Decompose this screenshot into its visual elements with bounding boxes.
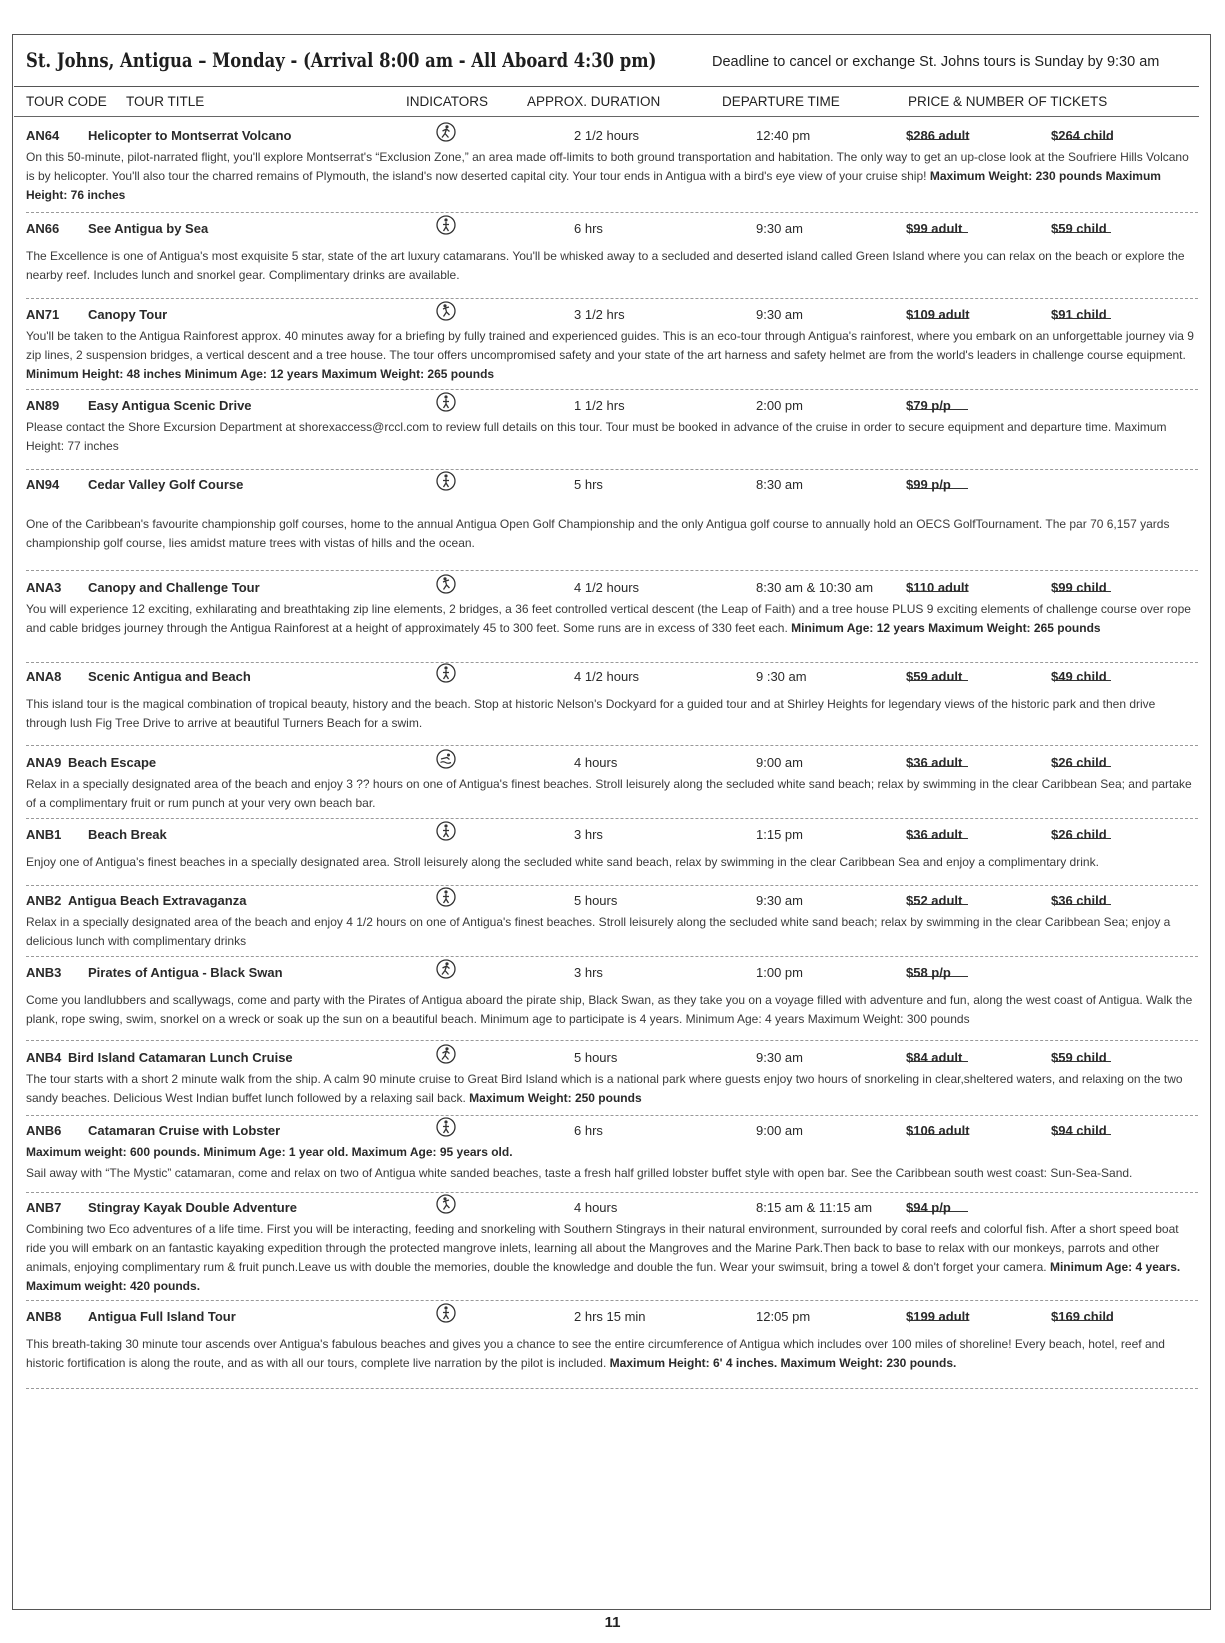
page-header [14,44,1199,84]
active-hiker-icon [436,1044,456,1064]
tour-title: Catamaran Cruise with Lobster [88,1123,281,1138]
adult-ticket-count-field[interactable] [908,893,968,905]
tour-description: Relax in a specially designated area of the beach and enjoy 3 ?? hours on one of Antigua's finest beaches. Stroll leisurely along the secluded white sand beach; relax by swimming in the clear Caribbean Sea; and partake of a complimentary fruit or rum punch at your very own beach bar. [26,777,1192,810]
tour-code: ANB4 [26,1050,62,1065]
tour-title: Canopy and Challenge Tour [88,580,260,595]
adult-ticket-count-field[interactable] [908,398,968,410]
tour-code: ANB6 [26,1123,62,1138]
tour-code: ANB2 [26,893,62,908]
tour-departure: 12:40 pm [756,128,811,143]
header-rule [14,86,1199,87]
child-price-label: $264 child [1051,128,1114,143]
active-hiker-icon [436,122,456,142]
child-ticket-count-field[interactable] [1053,669,1111,681]
adult-ticket-count-field[interactable] [908,1050,968,1062]
col-tour-code: TOUR CODE [26,94,107,109]
tour-description: Combining two Eco adventures of a life time. First you will be interacting, feeding and snorkeling with Southern Stingrays in their natural environment, surrounded by coral reefs and colorful fish. After a short speed boat ride you will embark on an fantastic kayaking expedition through the protected mangrove inlets, learning all about the Mangroves and the Marine Park.Then back to base to relax with our monkeys, parrots and other animals, enjoying complimentary rum & fruit punch.Leave us with double the memories, double the knowledge and double the fun. Wear your swimsuit, bring a towel & don't forget your camera. Minimum Age: 4 years. Maximum weight: 420 pounds. [26,1222,1181,1293]
tour-title: Pirates of Antigua - Black Swan [88,965,283,980]
tour-description: The Excellence is one of Antigua's most exquisite 5 star, state of the art luxury catamarans. You'll be whisked away to a secluded and deserted island called Green Island where you can relax on the beach or explore the nearby reef. Includes lunch and snorkel gear. Complimentary drinks are available. [26,249,1185,282]
tour-note: Maximum Weight: 250 pounds [469,1091,642,1105]
tour-description: Please contact the Shore Excursion Department at shorexaccess@rccl.com to review full details on this tour. Tour must be booked in advance of the cruise in order to secure equipment and departure time. Maximum Height: 77 inches [26,420,1167,453]
adult-ticket-count-field[interactable] [908,221,968,233]
tour-separator [26,885,1198,886]
tour-restrictions: Maximum weight: 600 pounds. Minimum Age: 1 year old. Maximum Age: 95 years old. [26,1145,513,1159]
tour-separator [26,1115,1198,1116]
child-ticket-count-field[interactable] [1053,307,1111,319]
tour-description: You will experience 12 exciting, exhilarating and breathtaking zip line elements, 2 bridges, a 36 feet controlled vertical descent (the Leap of Faith) and a tree house PLUS 9 exciting elements of challenge course over rope and cable bridges journey through the Antigua Rainforest at a height of approximately 45 to 300 feet. Some runs are in excess of 330 feet each. Minimum Age: 12 years Maximum Weight: 265 pounds [26,602,1191,635]
adult-price-label: $99 p/p [906,477,951,492]
child-price-label: $94 child [1051,1123,1107,1138]
adult-price-label: $52 adult [906,893,963,908]
tour-note: Maximum Height: 6' 4 inches. Maximum Weight: 230 pounds. [609,1356,957,1370]
easy-walker-icon [436,471,456,491]
tour-entry [26,221,1198,285]
adult-ticket-count-field[interactable] [908,1309,968,1321]
tour-row [26,221,1198,239]
tour-row [26,580,1198,598]
tour-row [26,128,1198,146]
tour-separator [26,1300,1198,1301]
tour-departure: 8:15 am & 11:15 am [756,1200,873,1215]
tour-separator [26,389,1198,390]
tour-title: Helicopter to Montserrat Volcano [88,128,292,143]
adult-ticket-count-field[interactable] [908,1200,968,1212]
tour-code: AN66 [26,221,60,236]
child-price-label: $99 child [1051,580,1107,595]
adult-price-label: $79 p/p [906,398,951,413]
adult-price-label: $59 adult [906,669,963,684]
adult-price-label: $199 adult [906,1309,970,1324]
tour-duration: 4 hours [574,1200,618,1215]
child-price-label: $59 child [1051,221,1107,236]
tour-title: Beach Break [88,827,167,842]
tour-entry [26,307,1198,384]
tour-departure: 9:30 am [756,307,803,322]
tour-code: ANA9 [26,755,62,770]
tour-duration: 5 hours [574,1050,618,1065]
tour-title: Antigua Beach Extravaganza [68,893,247,908]
adult-price-label: $36 adult [906,827,963,842]
tour-separator [26,956,1198,957]
tour-entry [26,827,1198,872]
adult-price-label: $84 adult [906,1050,963,1065]
tour-row [26,893,1198,911]
tour-note: Minimum Age: 4 years. Maximum weight: 420 pounds. [26,1260,1181,1293]
tour-code: AN94 [26,477,60,492]
tour-title: Stingray Kayak Double Adventure [88,1200,298,1215]
tour-separator [26,818,1198,819]
tour-entry [26,1200,1198,1296]
tour-departure: 9:00 am [756,755,803,770]
tour-description: One of the Caribbean's favourite championship golf courses, home to the annual Antigua Open Golf Championship and the only Antigua golf course to annually hold an OECS GolfTournament. The par 70 6,157 yards championship golf course, lies amidst mature trees with vistas of hills and the ocean. [26,517,1170,550]
tour-code: AN71 [26,307,60,322]
tour-note: Minimum Age: 12 years Maximum Weight: 265 pounds [791,621,1101,635]
strenuous-climber-icon [436,574,456,594]
tour-row [26,398,1198,416]
adult-price-label: $58 p/p [906,965,951,980]
tour-title: Beach Escape [68,755,157,770]
tour-title: Scenic Antigua and Beach [88,669,251,684]
child-price-label: $26 child [1051,755,1107,770]
page-number: 11 [604,1614,621,1631]
adult-ticket-count-field[interactable] [908,755,968,767]
tour-row [26,1309,1198,1327]
tour-duration: 4 hours [574,755,618,770]
tour-departure: 9 :30 am [756,669,807,684]
adult-price-label: $109 adult [906,307,970,322]
child-ticket-count-field[interactable] [1053,755,1111,767]
tour-code: ANA3 [26,580,62,595]
tour-entry [26,965,1198,1029]
adult-ticket-count-field[interactable] [908,827,968,839]
tour-duration: 3 hrs [574,827,603,842]
tour-separator [26,298,1198,299]
tour-duration: 5 hrs [574,477,603,492]
tour-description: This breath-taking 30 minute tour ascends over Antigua's fabulous beaches and gives you a chance to see the entire circumference of Antigua which includes over 100 miles of shoreline! Every beach, hotel, reef and historic fortification is along the route, and as with all our tours, complete live narration by the pilot is included. Maximum Height: 6' 4 inches. Maximum Weight: 230 pounds. [26,1337,1165,1370]
tour-separator [26,745,1198,746]
child-ticket-count-field[interactable] [1053,1050,1111,1062]
child-ticket-count-field[interactable] [1053,893,1111,905]
tour-departure: 9:00 am [756,1123,803,1138]
tour-departure: 9:30 am [756,221,803,236]
easy-walker-icon [436,215,456,235]
tour-entry [26,580,1198,638]
swimmer-icon [436,749,456,769]
tour-description: You'll be taken to the Antigua Rainforest approx. 40 minutes away for a briefing by fully trained and experienced guides. This is an eco-tour through Antigua's rainforest, where you embark on an unforgettable journey via 9 zip lines, 2 suspension bridges, a vertical descent and a tree house. The tour offers uncompromised safety and your state of the art harness and safety helmet are from the world's leaders in challenge course equipment. Minimum Height: 48 inches Minimum Age: 12 years Maximum Weight: 265 pounds [26,329,1194,381]
adult-price-label: $99 adult [906,221,963,236]
tour-code: ANB8 [26,1309,62,1324]
tour-entry [26,477,1198,553]
adult-ticket-count-field[interactable] [908,1123,968,1135]
tour-departure: 9:30 am [756,893,803,908]
easy-walker-icon [436,821,456,841]
tour-description: Relax in a specially designated area of the beach and enjoy 4 1/2 hours on one of Antigua's finest beaches. Stroll leisurely along the secluded white sand beach; relax by swimming in the clear Caribbean Sea; enjoy a delicious lunch with complimentary drinks [26,915,1171,948]
easy-walker-icon [436,887,456,907]
tour-row [26,827,1198,845]
tour-title: Canopy Tour [88,307,168,322]
tour-separator [26,662,1198,663]
easy-walker-icon [436,1117,456,1137]
child-price-label: $59 child [1051,1050,1107,1065]
tour-duration: 5 hours [574,893,618,908]
tour-title: Antigua Full Island Tour [88,1309,236,1324]
tour-duration: 1 1/2 hrs [574,398,625,413]
tour-separator [26,570,1198,571]
col-duration: APPROX. DURATION [527,94,661,109]
tour-description: Come you landlubbers and scallywags, come and party with the Pirates of Antigua aboard the pirate ship, Black Swan, as they take you on a voyage filled with adventure and fun, along the west coast of Antigua. Walk the plank, rope swing, swim, snorkel on a wreck or soak up the sun on a beautiful beach. Minimum age to participate is 4 years. Minimum Age: 4 years Maximum Weight: 300 pounds [26,993,1193,1026]
tour-title: Bird Island Catamaran Lunch Cruise [68,1050,293,1065]
adult-price-label: $106 adult [906,1123,970,1138]
child-price-label: $91 child [1051,307,1107,322]
tour-note: Minimum Height: 48 inches Minimum Age: 12 years Maximum Weight: 265 pounds [26,367,495,381]
tour-code: ANB1 [26,827,62,842]
tour-duration: 4 1/2 hours [574,669,640,684]
tour-row [26,1123,1198,1141]
adult-ticket-count-field[interactable] [908,307,968,319]
adult-price-label: $36 adult [906,755,963,770]
tour-description: This island tour is the magical combination of tropical beauty, history and the beach. Stop at historic Nelson's Dockyard for a guided tour and at Shirley Heights for legendary views of the historic park and then drive through lush Fig Tree Drive to arrive at beautiful Turners Beach for a swim. [26,697,1156,730]
tour-entry [26,1123,1198,1183]
tour-duration: 3 1/2 hrs [574,307,625,322]
tour-description: The tour starts with a short 2 minute walk from the ship. A calm 90 minute cruise to Great Bird Island which is a national park where guests enjoy two hours of snorkeling in clear,sheltered waters, and relaxing on the two sandy beaches. Delicious West Indian buffet lunch followed by a relaxing sail back. Maximum Weight: 250 pounds [26,1072,1183,1105]
tour-title: See Antigua by Sea [88,221,209,236]
tour-entry [26,669,1198,733]
tour-separator [26,212,1198,213]
tour-code: ANA8 [26,669,62,684]
adult-price-label: $110 adult [906,580,969,595]
tour-departure: 8:30 am [756,477,803,492]
tour-row [26,669,1198,687]
child-price-label: $169 child [1051,1309,1114,1324]
child-ticket-count-field[interactable] [1053,827,1111,839]
tour-separator [26,469,1198,470]
tour-code: ANB7 [26,1200,62,1215]
tour-description: Enjoy one of Antigua's finest beaches in a specially designated area. Stroll leisurely along the secluded white sand beach, relax by swimming in the clear Caribbean Sea and enjoy a complimentary drink. [26,855,1099,869]
tour-row [26,755,1198,773]
tour-duration: 4 1/2 hours [574,580,640,595]
easy-walker-icon [436,392,456,412]
tour-departure: 1:15 pm [756,827,803,842]
tour-departure: 2:00 pm [756,398,803,413]
child-price-label: $49 child [1051,669,1107,684]
tour-duration: 6 hrs [574,1123,603,1138]
tour-row [26,1200,1198,1218]
tour-title: Easy Antigua Scenic Drive [88,398,252,413]
easy-walker-icon [436,1303,456,1323]
tour-row [26,965,1198,983]
cancel-deadline: Deadline to cancel or exchange St. Johns tours is Sunday by 9:30 am [712,54,1160,70]
tour-entry [26,398,1198,456]
tour-departure: 8:30 am & 10:30 am [756,580,874,595]
adult-price-label: $286 adult [906,128,970,143]
port-title: St. Johns, Antigua – Monday - (Arrival 8:00 am - All Aboard 4:30 pm) [26,48,657,72]
tour-departure: 9:30 am [756,1050,803,1065]
col-price: PRICE & NUMBER OF TICKETS [908,94,1108,109]
adult-ticket-count-field[interactable] [908,477,968,489]
tour-description: Sail away with “The Mystic” catamaran, come and relax on two of Antigua white sanded beaches, taste a fresh half grilled lobster buffet style with open bar. See the Caribbean south west coast: Sun-Sea-Sand. [26,1166,1133,1180]
tour-entry [26,893,1198,951]
tour-separator [26,1388,1198,1389]
tour-duration: 6 hrs [574,221,603,236]
tour-separator [26,1192,1198,1193]
tour-entry [26,128,1198,205]
column-rule [14,116,1199,117]
tour-duration: 3 hrs [574,965,603,980]
child-price-label: $26 child [1051,827,1107,842]
child-price-label: $36 child [1051,893,1107,908]
tour-duration: 2 1/2 hours [574,128,640,143]
tour-entry [26,755,1198,813]
child-ticket-count-field[interactable] [1053,580,1111,592]
tour-code: AN64 [26,128,60,143]
column-headers [14,90,1199,116]
strenuous-climber-icon [436,301,456,321]
tour-duration: 2 hrs 15 min [574,1309,646,1324]
child-ticket-count-field[interactable] [1053,128,1111,140]
col-departure: DEPARTURE TIME [722,94,840,109]
tour-row [26,477,1198,495]
tour-description: On this 50-minute, pilot-narrated flight, you'll explore Montserrat's “Exclusion Zone,” an area made off-limits to both ground transportation and habitation. The only way to get an up-close look at the Soufriere Hills Volcano is by helicopter. You'll also tour the charred remains of Plymouth, the island's now deserted capital city. Your tour ends in Antigua with a bird's eye view of your cruise ship! Maximum Weight: 230 pounds Maximum Height: 76 inches [26,150,1189,202]
tour-note: Maximum Weight: 230 pounds Maximum Height: 76 inches [26,169,1161,202]
tour-separator [26,1040,1198,1041]
child-ticket-count-field[interactable] [1053,1309,1111,1321]
tour-row [26,307,1198,325]
easy-walker-icon [436,663,456,683]
tour-entry [26,1309,1198,1373]
adult-ticket-count-field[interactable] [908,965,968,977]
adult-ticket-count-field[interactable] [908,669,968,681]
active-hiker-icon [436,959,456,979]
col-tour-title: TOUR TITLE [126,94,205,109]
tour-row [26,1050,1198,1068]
col-indicators: INDICATORS [406,94,489,109]
adult-ticket-count-field[interactable] [908,580,968,592]
tour-departure: 1:00 pm [756,965,803,980]
tour-departure: 12:05 pm [756,1309,811,1324]
child-ticket-count-field[interactable] [1053,221,1111,233]
tour-title: Cedar Valley Golf Course [88,477,244,492]
strenuous-climber-icon [436,1194,456,1214]
tour-code: ANB3 [26,965,62,980]
adult-price-label: $94 p/p [906,1200,951,1215]
tour-code: AN89 [26,398,60,413]
adult-ticket-count-field[interactable] [908,128,968,140]
child-ticket-count-field[interactable] [1053,1123,1111,1135]
tour-entry [26,1050,1198,1108]
